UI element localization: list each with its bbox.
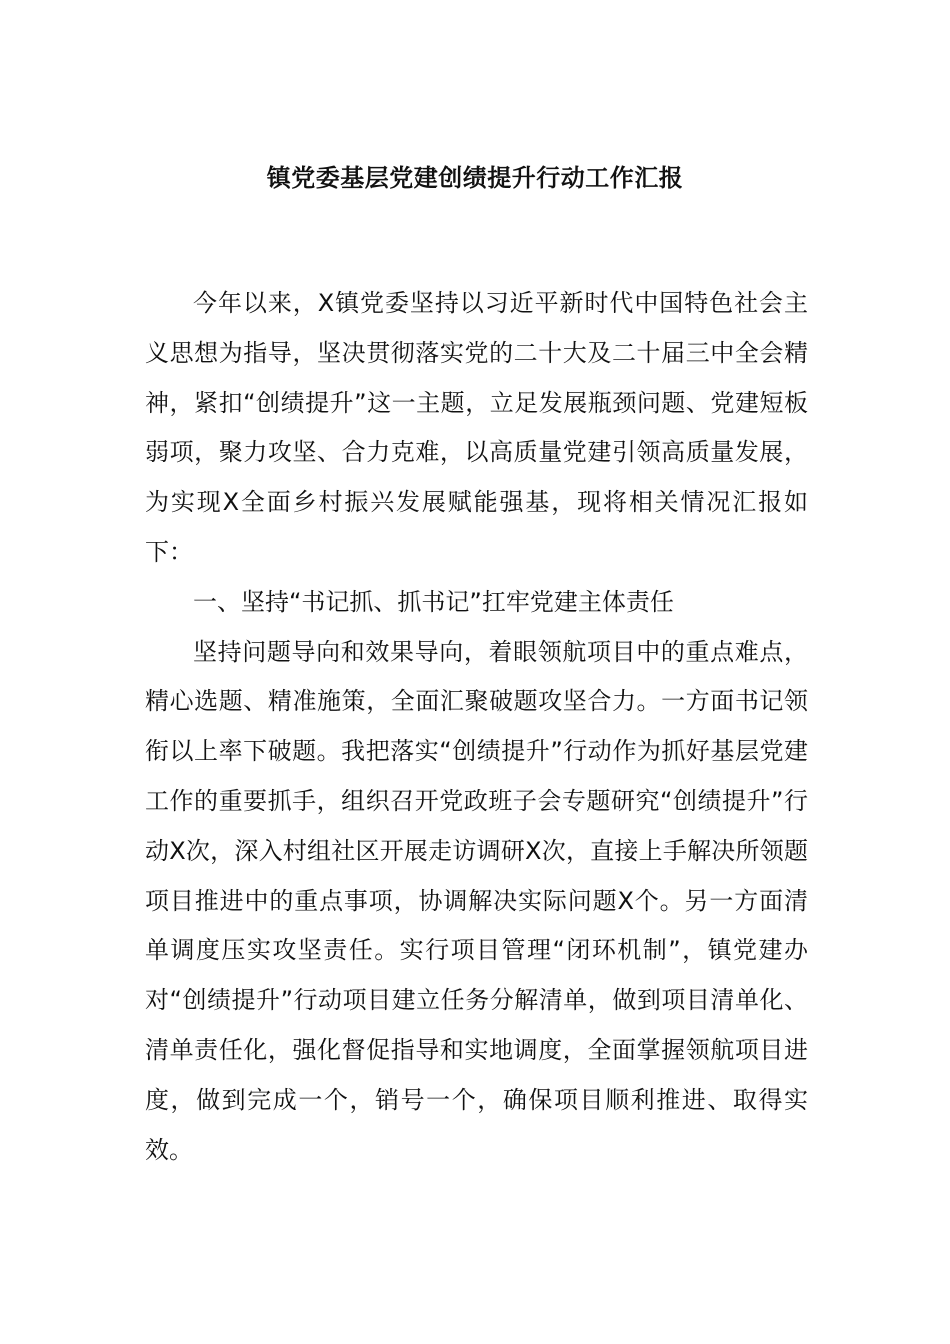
document-title: 镇党委基层党建创绩提升行动工作汇报: [266, 164, 684, 192]
section-heading-1: 一、坚持“书记抓、抓书记”扛牢党建主体责任: [193, 587, 674, 616]
intro-paragraph: 今年以来，X镇党委坚持以习近平新时代中国特色社会主义思想为指导，坚决贯彻落实党的二十大及二十届三中全会精神，紧扣“创绩提升”这一主题，立足发展瓶颈问题、党建短板弱项，聚力攻坚、合力克难，以高质量党建引领高质量发展，为实现X全面乡村振兴发展赋能强基，现将相关情况汇报如下：: [145, 289, 808, 566]
body-paragraph: 坚持问题导向和效果导向，着眼领航项目中的重点难点，精心选题、精准施策，全面汇聚破题攻坚合力。一方面书记领衔以上率下破题。我把落实“创绩提升”行动作为抓好基层党建工作的重要抓手，组织召开党政班子会专题研究“创绩提升”行动X次，深入村组社区开展走访调研X次，直接上手解决所领题项目推进中的重点事项，协调解决实际问题X个。另一方面清单调度压实攻坚责任。实行项目管理“闭环机制”，镇党建办对“创绩提升”行动项目建立任务分解清单，做到项目清单化、清单责任化，强化督促指导和实地调度，全面掌握领航项目进度，做到完成一个，销号一个，确保项目顺利推进、取得实效。: [145, 637, 808, 1164]
document-body: [145, 279, 808, 1175]
